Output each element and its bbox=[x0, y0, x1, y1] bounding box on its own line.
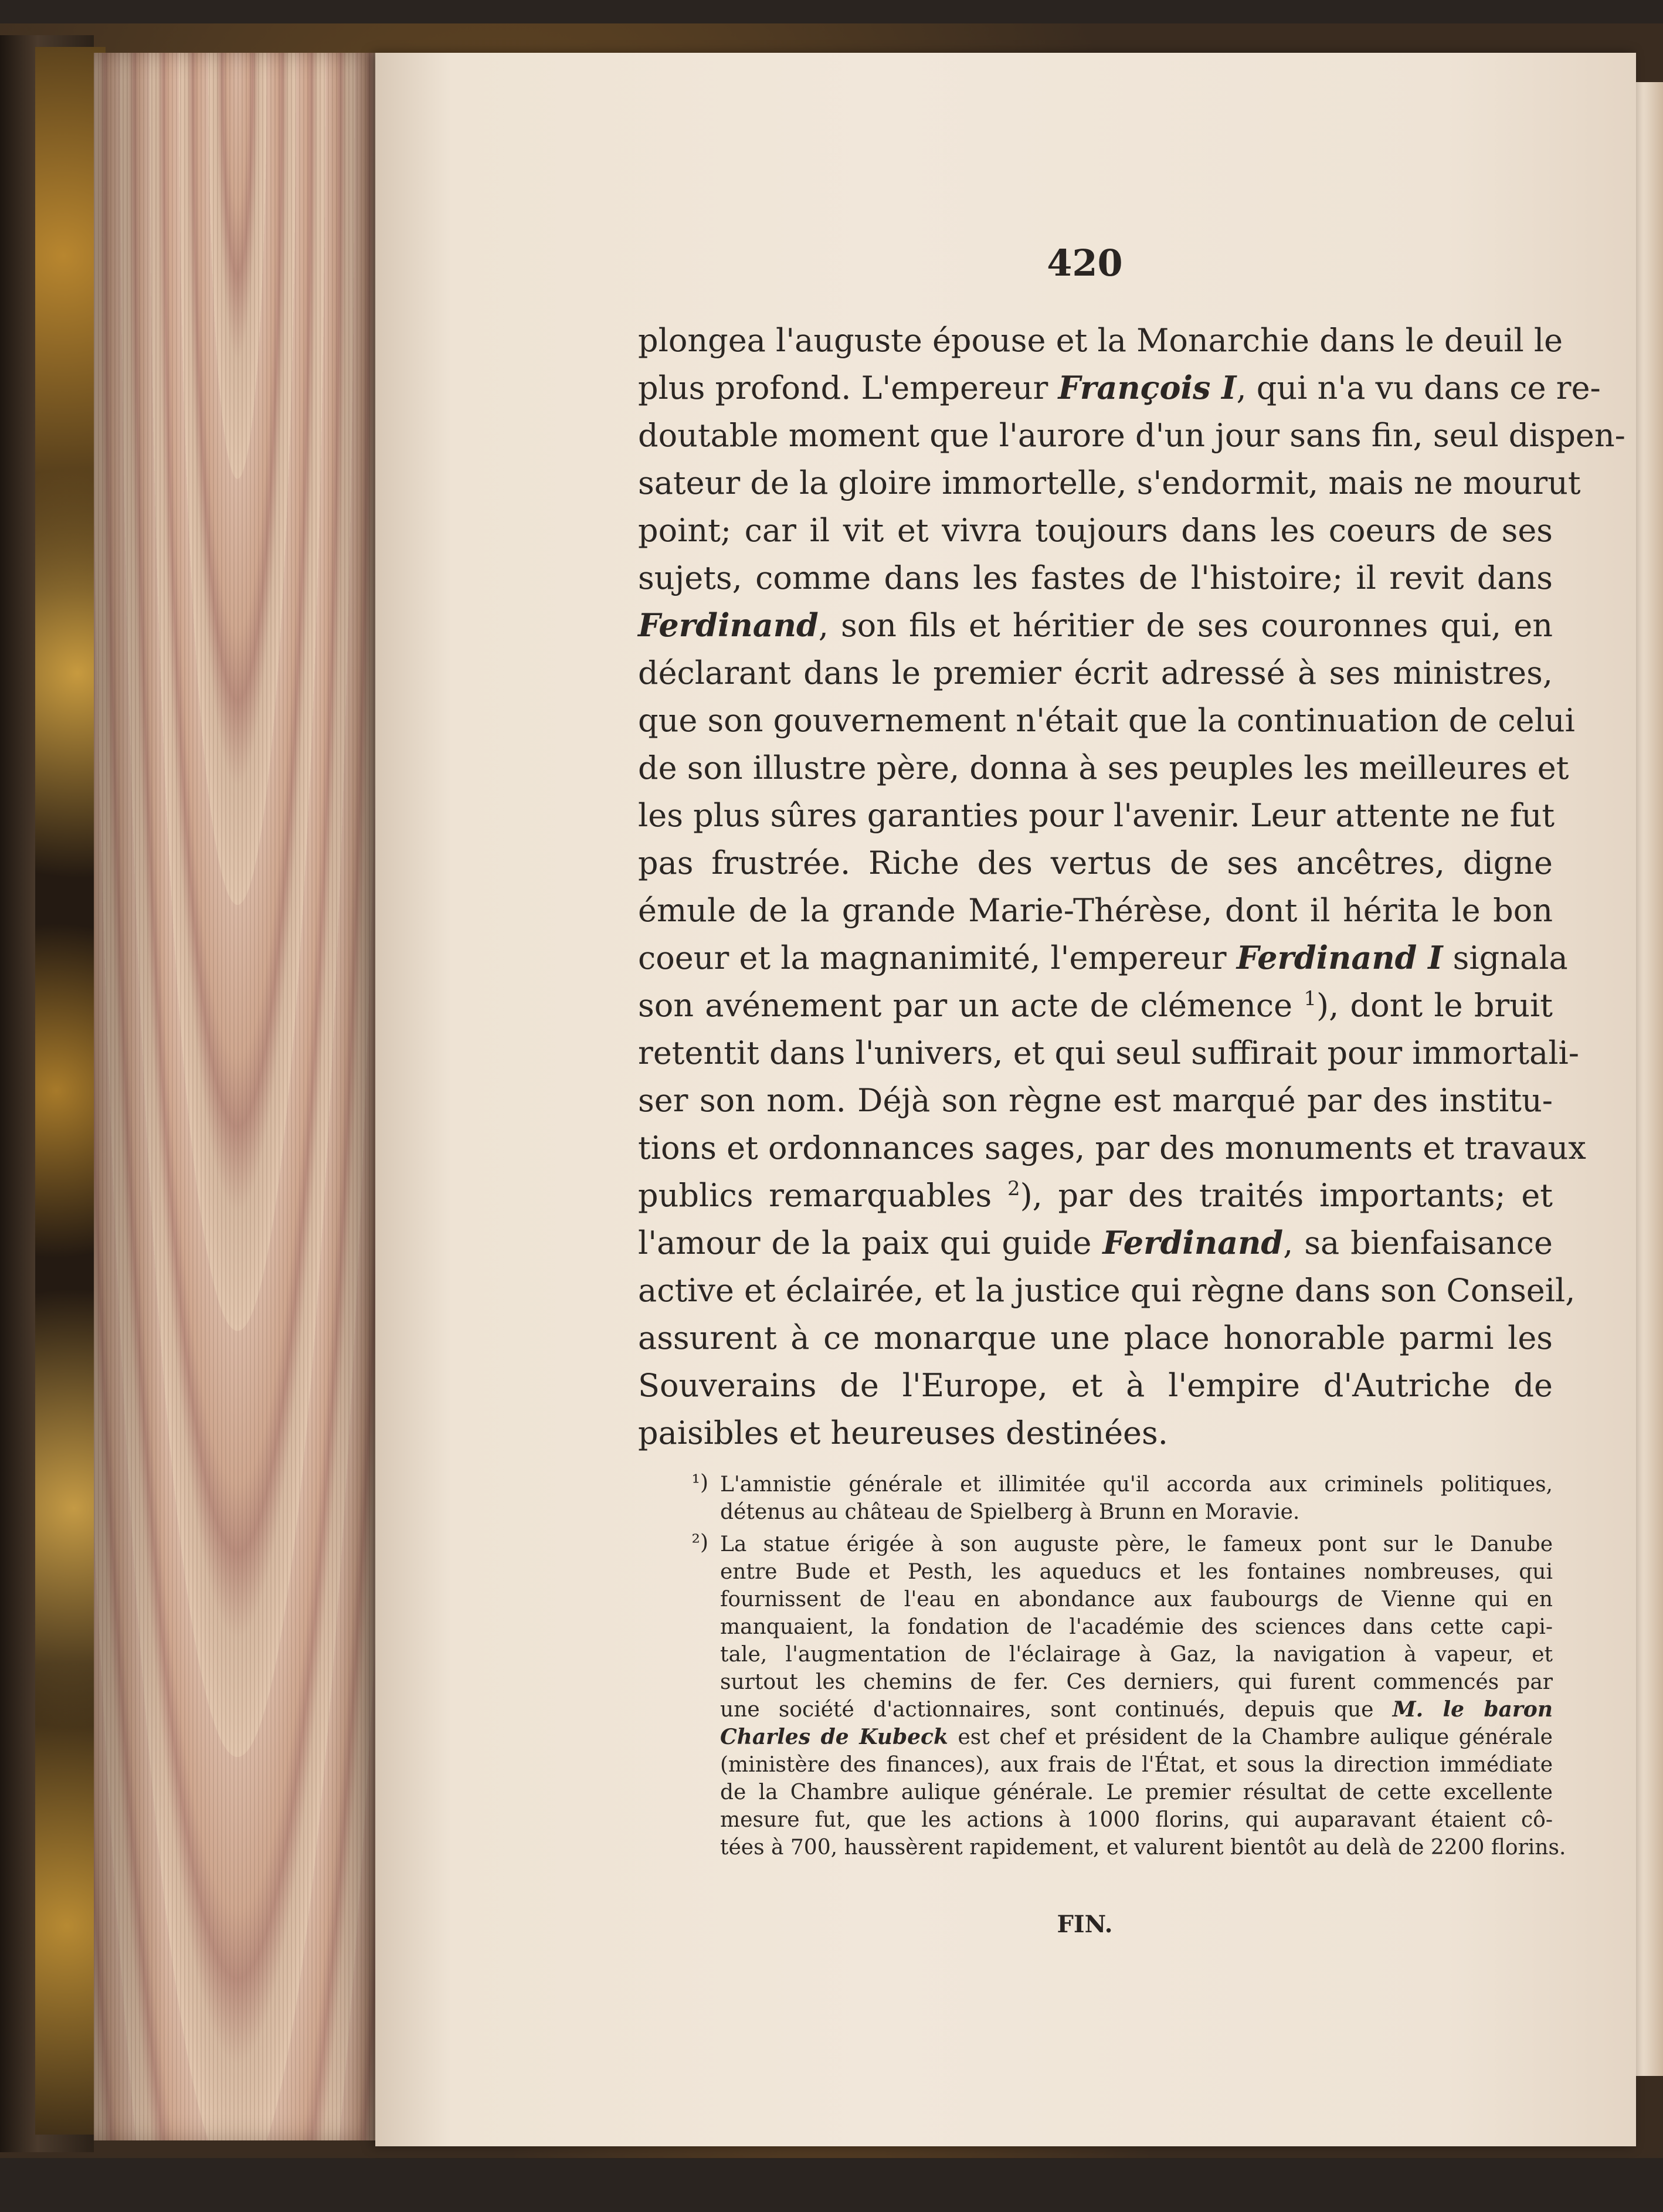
text-line bbox=[638, 1172, 1553, 1219]
end-mark: FIN. bbox=[1057, 1911, 1113, 1938]
footnote-line bbox=[720, 1613, 1553, 1641]
text-run: que son gouvernement n'était que la continuation de celui bbox=[638, 702, 1575, 739]
footnote-line bbox=[720, 1586, 1553, 1613]
text-run: émule de la grande Marie-Thérèse, dont il hérita le bon bbox=[638, 892, 1553, 929]
text-run: sateur de la gloire immortelle, s'endormit, mais ne mourut bbox=[638, 464, 1581, 501]
text-run: plus profond. L'empereur bbox=[638, 369, 1058, 406]
text-run: tées à 700, haussèrent rapidement, et valurent bientôt au delà de 2200 florins. bbox=[720, 1836, 1566, 1860]
text-run: une société d'actionnaires, sont continués, depuis que bbox=[720, 1698, 1393, 1722]
text-run: pas frustrée. Riche des vertus de ses ancêtres, digne bbox=[638, 844, 1553, 881]
text-line bbox=[638, 602, 1553, 649]
text-run: tions et ordonnances sages, par des monuments et travaux bbox=[638, 1129, 1586, 1166]
text-run: de son illustre père, donna à ses peuples les meilleures et bbox=[638, 749, 1569, 786]
text-line bbox=[638, 317, 1563, 364]
footnote-line bbox=[720, 1834, 1566, 1861]
footnote-line bbox=[720, 1558, 1553, 1586]
text-run: l'amour de la paix qui guide bbox=[638, 1224, 1103, 1261]
footnote-mark: ²) bbox=[691, 1531, 708, 1555]
text-run: de la Chambre aulique générale. Le premier résultat de cette excellente bbox=[720, 1780, 1553, 1804]
text-run: détenus au château de Spielberg à Brunn en Moravie. bbox=[720, 1500, 1300, 1524]
footnote bbox=[638, 1471, 1553, 1526]
page-number: 420 bbox=[1047, 242, 1123, 284]
footnote-line bbox=[720, 1751, 1553, 1779]
text-run: signala bbox=[1443, 939, 1568, 976]
emphasized-name: Ferdinand I bbox=[1236, 939, 1443, 976]
footnote-line bbox=[720, 1806, 1553, 1834]
footnote-line bbox=[720, 1696, 1553, 1724]
text-run: fournissent de l'eau en abondance aux faubourgs de Vienne qui en bbox=[720, 1587, 1553, 1611]
text-run: entre Bude et Pesth, les aqueducs et les fontaines nombreuses, qui bbox=[720, 1560, 1553, 1584]
text-run: , son fils et héritier de ses couronnes qui, en bbox=[818, 607, 1553, 644]
text-run: les plus sûres garanties pour l'avenir. Leur attente ne fut bbox=[638, 797, 1555, 834]
text-line bbox=[638, 1267, 1576, 1314]
text-line bbox=[638, 507, 1553, 554]
text-run: sujets, comme dans les fastes de l'histoire; il revit dans bbox=[638, 559, 1553, 596]
footnote-line bbox=[720, 1668, 1553, 1696]
text-line bbox=[638, 649, 1553, 697]
text-run: L'amnistie générale et illimitée qu'il accorda aux criminels politiques, bbox=[720, 1473, 1553, 1497]
text-run: tale, l'augmentation de l'éclairage à Gaz, la navigation à vapeur, et bbox=[720, 1643, 1553, 1667]
footnote-mark: ¹) bbox=[691, 1471, 708, 1495]
text-run: , sa bienfaisance bbox=[1283, 1224, 1553, 1261]
text-line bbox=[638, 1362, 1553, 1409]
footnote-line bbox=[720, 1498, 1553, 1526]
text-run: (ministère des finances), aux frais de l'État, et sous la direction immédiate bbox=[720, 1753, 1553, 1777]
text-run: Souverains de l'Europe, et à l'empire d'Autriche de bbox=[638, 1367, 1553, 1404]
text-run: surtout les chemins de fer. Ces derniers, qui furent commencés par bbox=[720, 1670, 1553, 1694]
text-run: manquaient, la fondation de l'académie des sciences dans cette capi- bbox=[720, 1615, 1553, 1639]
text-run: ser son nom. Déjà son règne est marqué par des institu- bbox=[638, 1082, 1553, 1119]
text-line bbox=[638, 459, 1581, 507]
text-run: ), par des traités importants; et bbox=[1020, 1177, 1553, 1214]
footnote bbox=[638, 1531, 1566, 1861]
footnote-reference[interactable]: 2 bbox=[1007, 1177, 1020, 1200]
emphasized-name: François I bbox=[1058, 369, 1237, 406]
text-run: retentit dans l'univers, et qui seul suffirait pour immortali- bbox=[638, 1034, 1579, 1071]
text-line bbox=[638, 934, 1568, 982]
text-line bbox=[638, 744, 1569, 792]
text-line bbox=[638, 887, 1553, 934]
main-text bbox=[638, 317, 1625, 1457]
text-run: assurent à ce monarque une place honorable parmi les bbox=[638, 1319, 1553, 1356]
text-run: plongea l'auguste épouse et la Monarchie dans le deuil le bbox=[638, 322, 1563, 359]
text-line bbox=[638, 1409, 1553, 1457]
emphasized-name: Charles de Kubeck bbox=[720, 1725, 948, 1749]
text-line bbox=[638, 1219, 1553, 1267]
text-run: coeur et la magnanimité, l'empereur bbox=[638, 939, 1237, 976]
text-run: , qui n'a vu dans ce re- bbox=[1236, 369, 1601, 406]
footnote-line bbox=[720, 1724, 1553, 1751]
text-line bbox=[638, 1124, 1586, 1172]
text-run: mesure fut, que les actions à 1000 florins, qui auparavant étaient cô- bbox=[720, 1808, 1553, 1832]
text-run: déclarant dans le premier écrit adressé à ses ministres, bbox=[638, 654, 1553, 691]
footnotes bbox=[638, 1471, 1566, 1866]
page-edges-shadow bbox=[94, 53, 381, 2140]
text-line bbox=[638, 1314, 1553, 1362]
text-line bbox=[638, 839, 1553, 887]
footnote-line bbox=[720, 1471, 1553, 1498]
text-run: son avénement par un acte de clémence bbox=[638, 987, 1304, 1024]
footnote-line bbox=[720, 1641, 1553, 1668]
text-run: point; car il vit et vivra toujours dans les coeurs de ses bbox=[638, 512, 1553, 549]
text-run: publics remarquables bbox=[638, 1177, 1007, 1214]
text-run: La statue érigée à son auguste père, le fameux pont sur le Danube bbox=[720, 1532, 1553, 1556]
footnote-reference[interactable]: 1 bbox=[1304, 987, 1316, 1010]
text-line bbox=[638, 982, 1553, 1029]
text-line bbox=[638, 412, 1625, 459]
text-line bbox=[638, 697, 1575, 744]
text-line bbox=[638, 554, 1553, 602]
text-run: doutable moment que l'aurore d'un jour sans fin, seul dispen- bbox=[638, 417, 1625, 454]
text-line bbox=[638, 1029, 1579, 1077]
emphasized-name: Ferdinand bbox=[1102, 1224, 1284, 1261]
text-run: est chef et président de la Chambre aulique générale bbox=[948, 1725, 1553, 1749]
text-line bbox=[638, 1077, 1553, 1124]
text-line bbox=[638, 364, 1601, 412]
text-run: ), dont le bruit bbox=[1316, 987, 1553, 1024]
text-line bbox=[638, 792, 1553, 839]
footnote-line bbox=[720, 1531, 1553, 1558]
emphasized-name: M. le baron bbox=[1392, 1697, 1553, 1722]
footnote-line bbox=[720, 1779, 1553, 1806]
text-run: active et éclairée, et la justice qui règne dans son Conseil, bbox=[638, 1272, 1576, 1309]
text-run: paisibles et heureuses destinées. bbox=[638, 1414, 1168, 1451]
emphasized-name: Ferdinand bbox=[638, 606, 819, 644]
